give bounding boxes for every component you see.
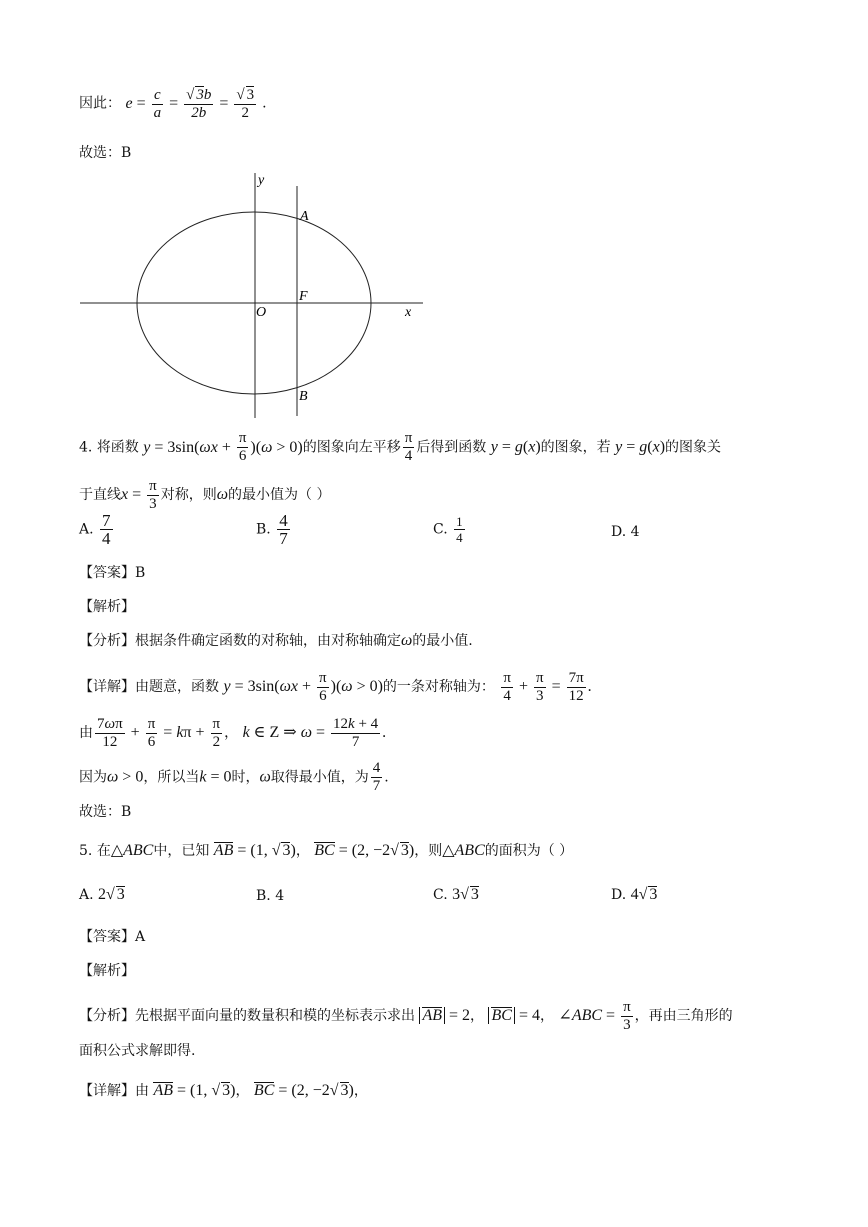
q5-stem: 5. 在△ABC中，已知 AB = (1, √ 3)， BC = (2, −2√ 3)，则△ABC的面积为（ ）: [79, 841, 573, 861]
intro-line: 因此： e = $\frac{c}{a}$ = √ $\frac{3b}{2b}$ = √ $\frac{3}{2}$ .: [79, 86, 267, 122]
q4-analysis-tag: 【解析】: [79, 599, 135, 615]
q4-stem-line1: 4. 将函数 y = 3sin(ωx + $\frac{\pi}{6}$ )(ω > 0)的图象向左平移 $\frac{\pi}{4}$ 后得到函数 y = g(x)的图象，若 y = g(x)的图象关: [79, 430, 722, 465]
q4-fenxi: 【分析】根据条件确定函数的对称轴，由对称轴确定ω的最小值.: [79, 632, 473, 649]
q5-option-d[interactable]: D. 4√ 3: [611, 886, 657, 904]
origin-label: O: [256, 305, 267, 320]
eccentricity-formula: e = $\frac{c}{a}$ = √ $\frac{3b}{2b}$ = √ $\frac{3}{2}$: [125, 95, 262, 112]
q5-analysis-tag: 【解析】: [79, 963, 135, 979]
choose-prev: 故选：B: [79, 145, 132, 161]
point-a-label: A: [300, 209, 309, 224]
q4-option-c[interactable]: C. $\frac{1}{4}$: [433, 514, 463, 545]
q4-option-b[interactable]: B. $\frac{4}{7}$: [256, 511, 288, 548]
q4-option-a[interactable]: A. $\frac{7}{4}$: [79, 511, 111, 548]
q5-option-c[interactable]: C. 3√ 3: [433, 886, 479, 904]
q4-option-d[interactable]: D. 4: [611, 524, 640, 540]
q4-xiangjie-line2: 由 $\frac{7\omega\pi}{12}$ + $\frac{\pi}{6}$ = kπ + $\frac{\pi}{2}$ ， k ∈ Z ⇒ ω = $\frac{12k + 4}{7}$ .: [79, 716, 387, 750]
intro-lead: 因此：: [79, 95, 121, 112]
q5-answer: 【答案】A: [79, 929, 146, 945]
q4-xiangjie-line1: 【详解】由题意，函数 y = 3sin(ωx + $\frac{\pi}{6}$ )(ω > 0)的一条对称轴为： $\frac{\pi}{4}$ + $\frac{\pi}{3}$ = $\frac{7\pi}{12}$ .: [79, 670, 592, 704]
q4-stem-line2: 于直线x = $\frac{\pi}{3}$ 对称，则ω的最小值为（ ）: [79, 478, 331, 512]
point-b-label: B: [299, 389, 308, 404]
y-axis-label: y: [258, 173, 265, 188]
q5-option-b[interactable]: B. 4: [256, 888, 285, 904]
q4-choose: 故选：B: [79, 804, 132, 820]
q5-xiangjie: 【详解】由 AB = (1, √ 3)， BC = (2, −2√ 3)，: [79, 1081, 368, 1101]
q5-fenxi-line1: 【分析】先根据平面向量的数量积和模的坐标表示求出 AB = 2， BC = 4， ∠ABC = $\frac{\pi}{3}$ ，再由三角形的: [79, 999, 733, 1033]
ellipse-figure: [75, 168, 430, 418]
q5-fenxi-line2: 面积公式求解即得.: [79, 1043, 196, 1059]
q4-xiangjie-line3: 因为ω > 0，所以当k = 0时，ω取得最小值，为 $\frac{4}{7}$ .: [79, 760, 389, 794]
q5-option-a[interactable]: A. 2√ 3: [79, 886, 125, 904]
point-f-label: F: [299, 289, 308, 304]
q4-answer: 【答案】B: [79, 565, 146, 581]
x-axis-label: x: [405, 305, 412, 320]
